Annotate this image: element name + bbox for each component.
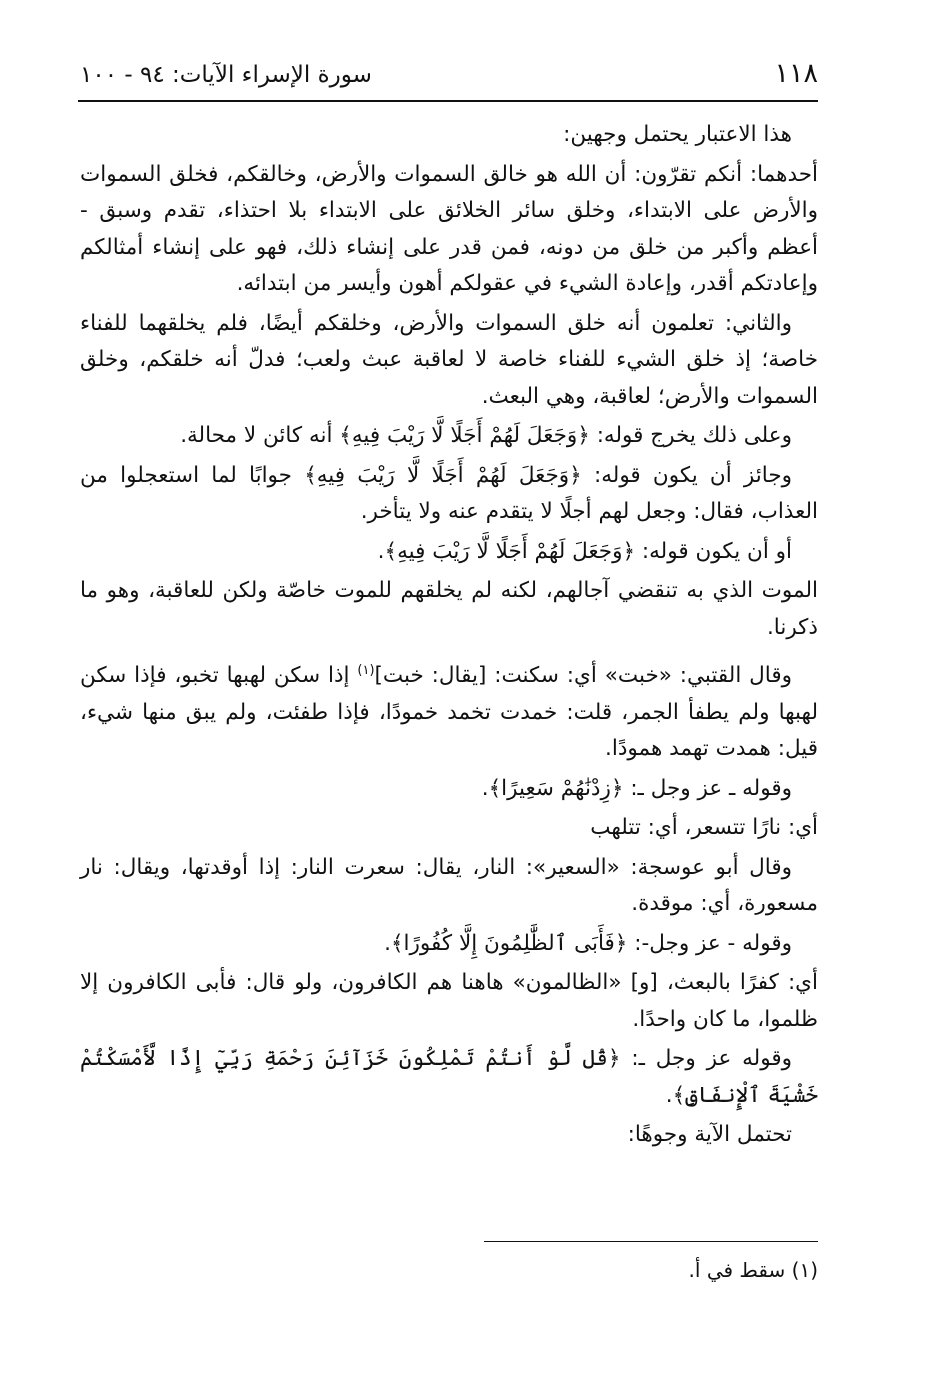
paragraph — [80, 458, 818, 531]
paragraph — [80, 418, 818, 455]
footnote-rule — [484, 1241, 818, 1242]
paragraph: أي: كفرًا بالبعث، [و] «الظالمون» هاهنا هم الكافرون، ولو قال: فأبى الكافرون إلا ظلموا، ما كان واحدًا. — [80, 970, 818, 1032]
paragraph-text: وعلى ذلك يخرج قوله: — [589, 423, 792, 448]
quran-verse: ﴿فَأَبَى ٱلظَّٰلِمُونَ إِلَّا كُفُورًا﴾ — [390, 930, 628, 956]
footnote-marker: (١) — [357, 663, 375, 678]
quran-verse: ﴿قُل لَّوْ أَنتُمْ تَمْلِكُونَ خَزَآئِنَ رَحْمَةِ رَبِّيٓ إِذًا لَّأَمْسَكْتُمْ خَشْيَةَ ٱلْإِنفَاقِ﴾ — [80, 1046, 818, 1108]
quran-verse: ﴿وَجَعَلَ لَهُمْ أَجَلًا لَّا رَيْبَ فِيهِ﴾ — [384, 538, 636, 564]
paragraph-text: جوابًا لما استعجلوا من العذاب، فقال: وجعل لهم أجلًا لا يتقدم عنه ولا يتأخر. — [80, 462, 818, 524]
quran-verse: ﴿وَجَعَلَ لَهُمْ أَجَلًا لَّا رَيْبَ فِيهِ﴾ — [339, 423, 590, 448]
paragraph — [80, 771, 818, 808]
paragraph-text: أنه كائن لا محالة. — [180, 423, 340, 448]
paragraph-text: وقوله - عز وجل-: — [627, 930, 792, 956]
paragraph: والثاني: تعلمون أنه خلق السموات والأرض، وخلقكم أيضًا، فلم يخلقهما للفناء خاصة؛ إذ خلق الشيء للفناء خاصة لا لعاقبة عبث ولعب؛ فدلّ أنه خلقكم، وخلق السموات والأرض؛ لعاقبة، وهي البعث. — [80, 310, 818, 409]
paragraph-text: وقوله عز وجل ـ: — [620, 1046, 792, 1072]
quran-verse: ﴿وَجَعَلَ لَهُمْ أَجَلًا لَّا رَيْبَ فِيهِ﴾ — [304, 462, 582, 488]
paragraph-text: . — [384, 930, 391, 956]
paragraph: الموت الذي به تنقضي آجالهم، لكنه لم يخلقهم للموت خاصّة ولكن للعاقبة، وهو ما ذكرنا. — [80, 578, 818, 640]
paragraph-text: وقوله ـ عز وجل ـ: — [623, 775, 792, 801]
quran-verse: ﴿زِدْنَٰهُمْ سَعِيرًا﴾ — [488, 775, 624, 801]
paragraph-text: أو أن يكون قوله: — [635, 538, 792, 564]
header-rule — [78, 100, 818, 102]
paragraph: أحدهما: أنكم تقرّون: أن الله هو خالق السموات والأرض، وخالقكم، فخلق السموات والأرض على الابتداء، وخلق سائر الخلائق على الابتداء بلا احتذاء، تقدم وسبق - أعظم وأكبر من خلق من دونه، فمن قدر على إنشاء ذلك، فهو على إنشاء أمثالكم وإعادتكم أقدر، وإعادة الشيء في عقولكم أهون وأيسر من ابتدائه. — [80, 161, 818, 296]
paragraph — [80, 1041, 818, 1114]
paragraph-text: وجائز أن يكون قوله: — [581, 462, 792, 488]
paragraph — [80, 926, 818, 963]
paragraph — [80, 534, 818, 571]
paragraph-text: وقال القتبي: «خبت» أي: سكنت: [يقال: خبت] — [374, 663, 792, 689]
body-text — [80, 117, 818, 1157]
paragraph-text: . — [481, 775, 489, 801]
paragraph-text: إذا سكن لهبها تخبو، فإذا سكن لهبها ولم يطفأ الجمر، قلت: خمدت تخمد خمودًا، فإذا طفئت، ولم يبق منها شيء، قيل: همدت تهمد همودًا. — [80, 663, 818, 762]
footnote: (١) سقط في أ. — [688, 1258, 818, 1282]
page-header — [80, 58, 818, 98]
paragraph: أي: نارًا تتسعر، أي: تتلهب — [590, 815, 818, 841]
page-number: ١١٨ — [774, 58, 818, 89]
running-title: سورة الإسراء الآيات: ٩٤ - ١٠٠ — [80, 62, 372, 88]
paragraph-text: . — [377, 538, 385, 564]
paragraph-text: . — [665, 1082, 673, 1108]
paragraph: هذا الاعتبار يحتمل وجهين: — [563, 122, 792, 147]
paragraph — [80, 653, 818, 768]
paragraph: وقال أبو عوسجة: «السعير»: النار، يقال: سعرت النار: إذا أوقدتها، ويقال: نار مسعورة، أي: موقدة. — [80, 854, 818, 917]
paragraph: تحتمل الآية وجوهًا: — [627, 1122, 792, 1148]
